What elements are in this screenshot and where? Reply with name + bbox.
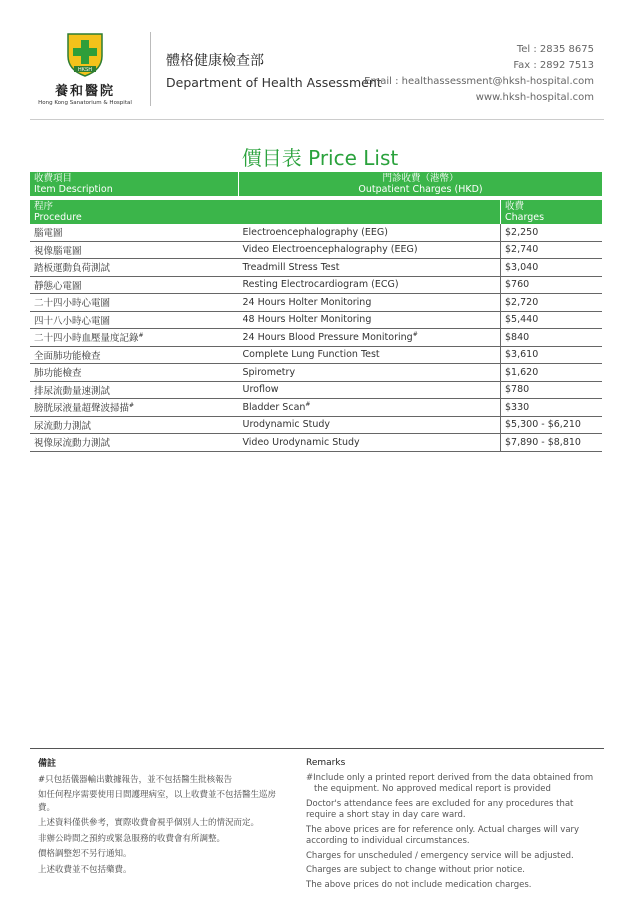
- remarks-chinese-heading: 備註: [38, 759, 57, 769]
- table-row: [30, 364, 602, 382]
- procedure-chinese: 二十四小時心電圖: [30, 294, 239, 312]
- table-row: [30, 381, 602, 399]
- procedure-english: Treadmill Stress Test: [239, 259, 501, 277]
- charge-value: $760: [501, 276, 603, 294]
- department-chinese: 體格健康檢查部: [166, 53, 264, 69]
- table-row: [30, 416, 602, 434]
- procedure-english: 24 Hours Blood Pressure Monitoring#: [239, 329, 501, 347]
- procedure-english: Bladder Scan#: [239, 399, 501, 417]
- charge-value: $5,440: [501, 311, 603, 329]
- remark-item: The above prices are for reference only. Actual charges will vary according to individual circumstances.: [306, 824, 580, 846]
- remark-item: Charges for unscheduled / emergency service will be adjusted.: [306, 850, 574, 861]
- table-row: [30, 311, 602, 329]
- procedure-chinese: 膀胱尿液量超聲波掃描#: [30, 399, 239, 417]
- fax: Fax : 2892 7513: [513, 60, 594, 71]
- procedure-english: Resting Electrocardiogram (ECG): [239, 276, 501, 294]
- procedure-english: Electroencephalography (EEG): [239, 224, 501, 241]
- remark-item: #只包括儀器輸出數據報告，並不包括醫生批核報告: [38, 774, 233, 785]
- charge-value: $2,720: [501, 294, 603, 312]
- remarks-chinese: [38, 758, 278, 879]
- table-row: [30, 259, 602, 277]
- header-rule: [30, 119, 604, 120]
- table-row: [30, 241, 602, 259]
- procedure-chinese: 四十八小時心電圖: [30, 311, 239, 329]
- table-row: [30, 276, 602, 294]
- website[interactable]: www.hksh-hospital.com: [475, 92, 594, 103]
- table-row: [30, 434, 602, 452]
- table-row: [30, 399, 602, 417]
- charge-value: $330: [501, 399, 603, 417]
- remark-item: 如任何程序需要使用日間護理病室，以上收費並不包括醫生巡房費。: [38, 790, 277, 813]
- remark-item: The above prices do not include medication charges.: [306, 879, 532, 890]
- charge-value: $7,890 - $8,810: [501, 434, 603, 452]
- logo-english-name: Hong Kong Sanatorium & Hospital: [38, 100, 132, 106]
- procedure-chinese: 靜態心電圖: [30, 276, 239, 294]
- charge-value: $840: [501, 329, 603, 347]
- department-name: [166, 50, 382, 90]
- page-title: 價目表 Price List: [241, 146, 399, 170]
- outpatient-charges-header: 門診收費（港幣） Outpatient Charges (HKD): [239, 172, 603, 196]
- department-english: Department of Health Assessment: [166, 75, 382, 90]
- tel: Tel : 2835 8675: [516, 44, 594, 55]
- procedure-english: Spirometry: [239, 364, 501, 382]
- remark-item: Charges are subject to change without prior notice.: [306, 865, 525, 875]
- charges-header: 收費 Charges: [501, 200, 603, 224]
- charge-value: $3,040: [501, 259, 603, 277]
- procedure-english: 24 Hours Holter Monitoring: [239, 294, 501, 312]
- procedure-header: 程序 Procedure: [30, 200, 239, 224]
- table-row: [30, 224, 602, 241]
- table-row: [30, 346, 602, 364]
- procedure-chinese: 尿流動力測試: [30, 416, 239, 434]
- procedure-chinese: 全面肺功能檢查: [30, 346, 239, 364]
- procedure-chinese: 腦電圖: [30, 224, 239, 241]
- hospital-logo: [30, 30, 140, 110]
- remark-item: 價格調整恕不另行通知。: [38, 849, 132, 859]
- logo-chinese-name: 養和醫院: [54, 84, 115, 99]
- charge-value: $5,300 - $6,210: [501, 416, 603, 434]
- procedure-chinese: 肺功能檢查: [30, 364, 239, 382]
- remark-item: 非辦公時間之預約或緊急服務的收費會有所調整。: [38, 833, 226, 844]
- svg-text:HKSH: HKSH: [78, 67, 92, 73]
- procedure-chinese: 排尿流動量速測試: [30, 381, 239, 399]
- charge-value: $2,250: [501, 224, 603, 241]
- procedure-chinese: 踏板運動負荷測試: [30, 259, 239, 277]
- procedure-english: Video Electroencephalography (EEG): [239, 241, 501, 259]
- charge-value: $1,620: [501, 364, 603, 382]
- procedure-english: Urodynamic Study: [239, 416, 501, 434]
- procedure-english: Video Urodynamic Study: [239, 434, 501, 452]
- procedure-chinese: 視像尿流動力測試: [30, 434, 239, 452]
- price-table: [30, 172, 602, 452]
- remarks-english-heading: Remarks: [306, 758, 346, 768]
- remarks-english: [306, 758, 604, 894]
- procedure-english: Complete Lung Function Test: [239, 346, 501, 364]
- header-divider: [150, 32, 151, 106]
- contact-info: [364, 42, 594, 106]
- charge-value: $780: [501, 381, 603, 399]
- remark-item: Doctor's attendance fees are excluded for any procedures that require a short stay in day care ward.: [306, 798, 574, 820]
- hospital-crest-icon: [62, 30, 108, 78]
- charge-value: $2,740: [501, 241, 603, 259]
- item-description-header: 收費項目 Item Description: [30, 172, 239, 196]
- procedure-english: 48 Hours Holter Monitoring: [239, 311, 501, 329]
- procedure-chinese: 二十四小時血壓量度記錄#: [30, 329, 239, 347]
- email[interactable]: Email : healthassessment@hksh-hospital.com: [364, 76, 594, 87]
- remark-item: #Include only a printed report derived from the data obtained from the equipment. No approved medical report is provided: [306, 772, 594, 794]
- table-header-row: [30, 172, 602, 196]
- footer-rule: [30, 748, 604, 749]
- table-row: [30, 294, 602, 312]
- procedure-english: Uroflow: [239, 381, 501, 399]
- procedure-header-blank: [239, 200, 501, 224]
- remark-item: 上述收費並不包括藥費。: [38, 864, 132, 875]
- procedure-chinese: 視像腦電圖: [30, 241, 239, 259]
- table-row: [30, 329, 602, 347]
- charge-value: $3,610: [501, 346, 603, 364]
- remark-item: 上述資料僅供參考，實際收費會視乎個別人士的情況而定。: [38, 818, 260, 828]
- table-subheader-row: [30, 200, 602, 224]
